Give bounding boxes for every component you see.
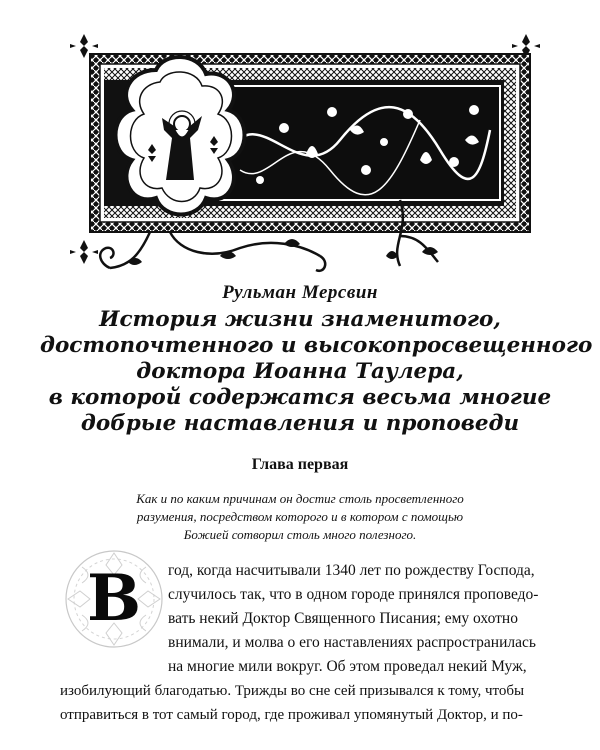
body-line: отправиться в тот самый город, где проживал упомянутый Доктор, и по- (60, 707, 523, 723)
book-title (40, 307, 593, 437)
body-line: внимали, и молва о его наставлениях распространилась (168, 634, 536, 651)
summary-line: Божией сотворил столь много полезного. (183, 527, 417, 542)
drop-cap-letter: В (86, 561, 142, 636)
ornamental-headpiece (70, 30, 550, 280)
title-line: добрые наставления и проповеди (80, 411, 520, 436)
body-line: случилось так, что в одном городе принялся проповедо- (168, 586, 539, 603)
summary-line: разумения, посредством которого и в котором с помощью (136, 509, 464, 524)
title-line: достопочтенного и высокопросвещенного (40, 333, 593, 358)
body-line: изобилующий благодатью. Трижды во сне сей призывался к тому, чтобы (60, 683, 525, 699)
body-line: год, когда насчитывали 1340 лет по рождеству Господа, (168, 562, 535, 579)
body-line: на многие мили вокруг. Об этом проведал некий Муж, (168, 658, 527, 675)
portrait-medallion (116, 57, 245, 215)
title-line: История жизни знаменитого, (99, 307, 501, 332)
title-line: доктора Иоанна Таулера, (136, 359, 464, 384)
drop-cap (62, 545, 166, 653)
chapter-heading: Глава первая (251, 456, 349, 473)
chapter-summary (60, 490, 540, 544)
author-name: Рульман Мерсвин (222, 282, 378, 303)
title-line: в которой содержатся весьма многие (48, 385, 552, 410)
body-line: вать некий Доктор Священного Писания; ему охотно (168, 610, 518, 627)
summary-line: Как и по каким причинам он достиг столь просветленного (136, 491, 464, 506)
corner-cross-icon (70, 240, 98, 264)
